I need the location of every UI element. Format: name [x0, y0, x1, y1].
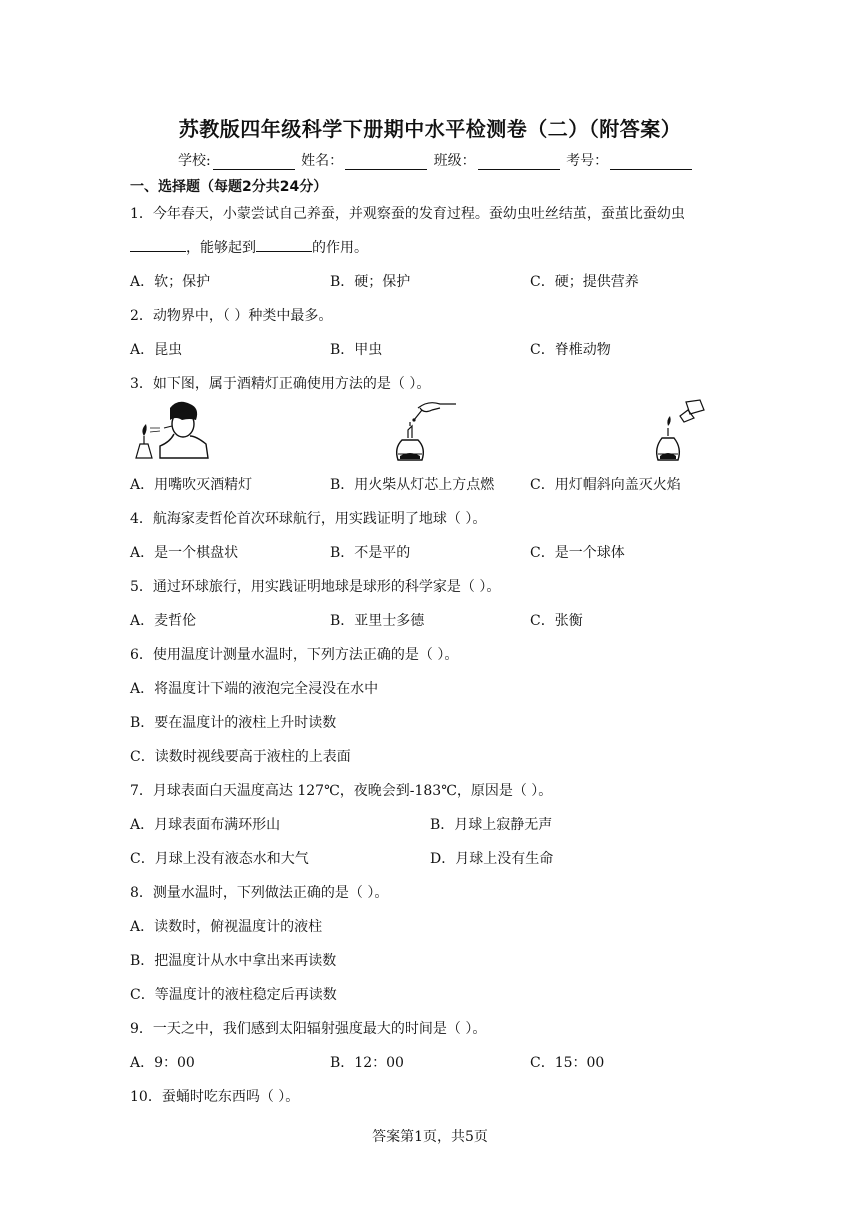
option-a: A．是一个棋盘状 — [130, 545, 239, 561]
class-blank — [478, 155, 560, 170]
option-a: A．月球表面布满环形山 — [130, 817, 281, 833]
name-blank — [345, 155, 427, 170]
question-8-text: 8．测量水温时，下列做法正确的是（ ）。 — [130, 885, 389, 901]
option-c: C．用灯帽斜向盖灭火焰 — [530, 477, 681, 493]
question-1-line2 — [130, 237, 368, 257]
option-a: A．读数时，俯视温度计的液柱 — [130, 919, 323, 935]
class-label: 班级： — [433, 153, 476, 169]
option-c: C．15：00 — [530, 1055, 605, 1071]
question-1-part: ，能够起到 — [186, 240, 256, 256]
option-a: A．麦哲伦 — [130, 613, 197, 629]
option-a: A．软；保护 — [130, 274, 211, 290]
option-b: B．要在温度计的液柱上升时读数 — [130, 715, 337, 731]
page-footer: 答案第1页，共5页 — [372, 1129, 488, 1145]
option-c: C．是一个球体 — [530, 545, 625, 561]
question-3-text: 3．如下图，属于酒精灯正确使用方法的是（ ）。 — [130, 376, 431, 392]
question-6-text: 6．使用温度计测量水温时，下列方法正确的是（ ）。 — [130, 647, 459, 663]
option-c: C．硬；提供营养 — [530, 274, 639, 290]
question-1-text: 1．今年春天，小蒙尝试自己养蚕，并观察蚕的发育过程。蚕幼虫吐丝结茧，蚕茧比蚕幼虫 — [130, 206, 685, 222]
option-c: C．脊椎动物 — [530, 342, 611, 358]
school-label: 学校: — [178, 153, 211, 169]
option-c: C．读数时视线要高于液柱的上表面 — [130, 749, 351, 765]
person-blowing-lamp-figure — [130, 398, 222, 464]
exam-no-label: 考号： — [566, 153, 609, 169]
student-info-line — [178, 150, 694, 170]
option-b: B．月球上寂静无声 — [430, 817, 553, 833]
option-b: B．把温度计从水中拿出来再读数 — [130, 953, 337, 969]
option-b: B．用火柴从灯芯上方点燃 — [330, 477, 495, 493]
option-b: B．甲虫 — [330, 342, 383, 358]
capping-lamp-figure — [650, 398, 710, 464]
answer-blank — [256, 238, 312, 252]
section-heading: 一、选择题（每题2分共24分） — [130, 179, 328, 195]
option-b: B．亚里士多德 — [330, 613, 425, 629]
option-c: C．张衡 — [530, 613, 583, 629]
question-4-text: 4．航海家麦哲伦首次环球航行，用实践证明了地球（ ）。 — [130, 511, 487, 527]
option-c: C．月球上没有液态水和大气 — [130, 851, 309, 867]
option-d: D．月球上没有生命 — [430, 851, 554, 867]
option-b: B．不是平的 — [330, 545, 411, 561]
lighting-lamp-with-match-figure — [388, 398, 460, 464]
option-a: A．用嘴吹灭酒精灯 — [130, 477, 253, 493]
question-9-text: 9．一天之中，我们感到太阳辐射强度最大的时间是（ ）。 — [130, 1021, 487, 1037]
option-a: A．昆虫 — [130, 342, 183, 358]
option-b: B．硬；保护 — [330, 274, 411, 290]
option-b: B．12：00 — [330, 1055, 404, 1071]
page-title: 苏教版四年级科学下册期中水平检测卷（二）（附答案） — [178, 117, 682, 141]
option-a: A．将温度计下端的液泡完全浸没在水中 — [130, 681, 379, 697]
question-2-text: 2．动物界中，（ ）种类中最多。 — [130, 308, 333, 324]
option-c: C．等温度计的液柱稳定后再读数 — [130, 987, 337, 1003]
name-label: 姓名： — [301, 153, 344, 169]
exam-no-blank — [610, 155, 692, 170]
option-a: A．9：00 — [130, 1055, 195, 1071]
question-1-part: 的作用。 — [312, 240, 368, 256]
school-blank — [213, 155, 295, 170]
question-10-text: 10．蚕蛹时吃东西吗（ ）。 — [130, 1089, 300, 1105]
answer-blank — [130, 238, 186, 252]
question-7-text: 7．月球表面白天温度高达 127℃，夜晚会到-183℃，原因是（ ）。 — [130, 783, 553, 799]
question-5-text: 5．通过环球旅行，用实践证明地球是球形的科学家是（ ）。 — [130, 579, 501, 595]
